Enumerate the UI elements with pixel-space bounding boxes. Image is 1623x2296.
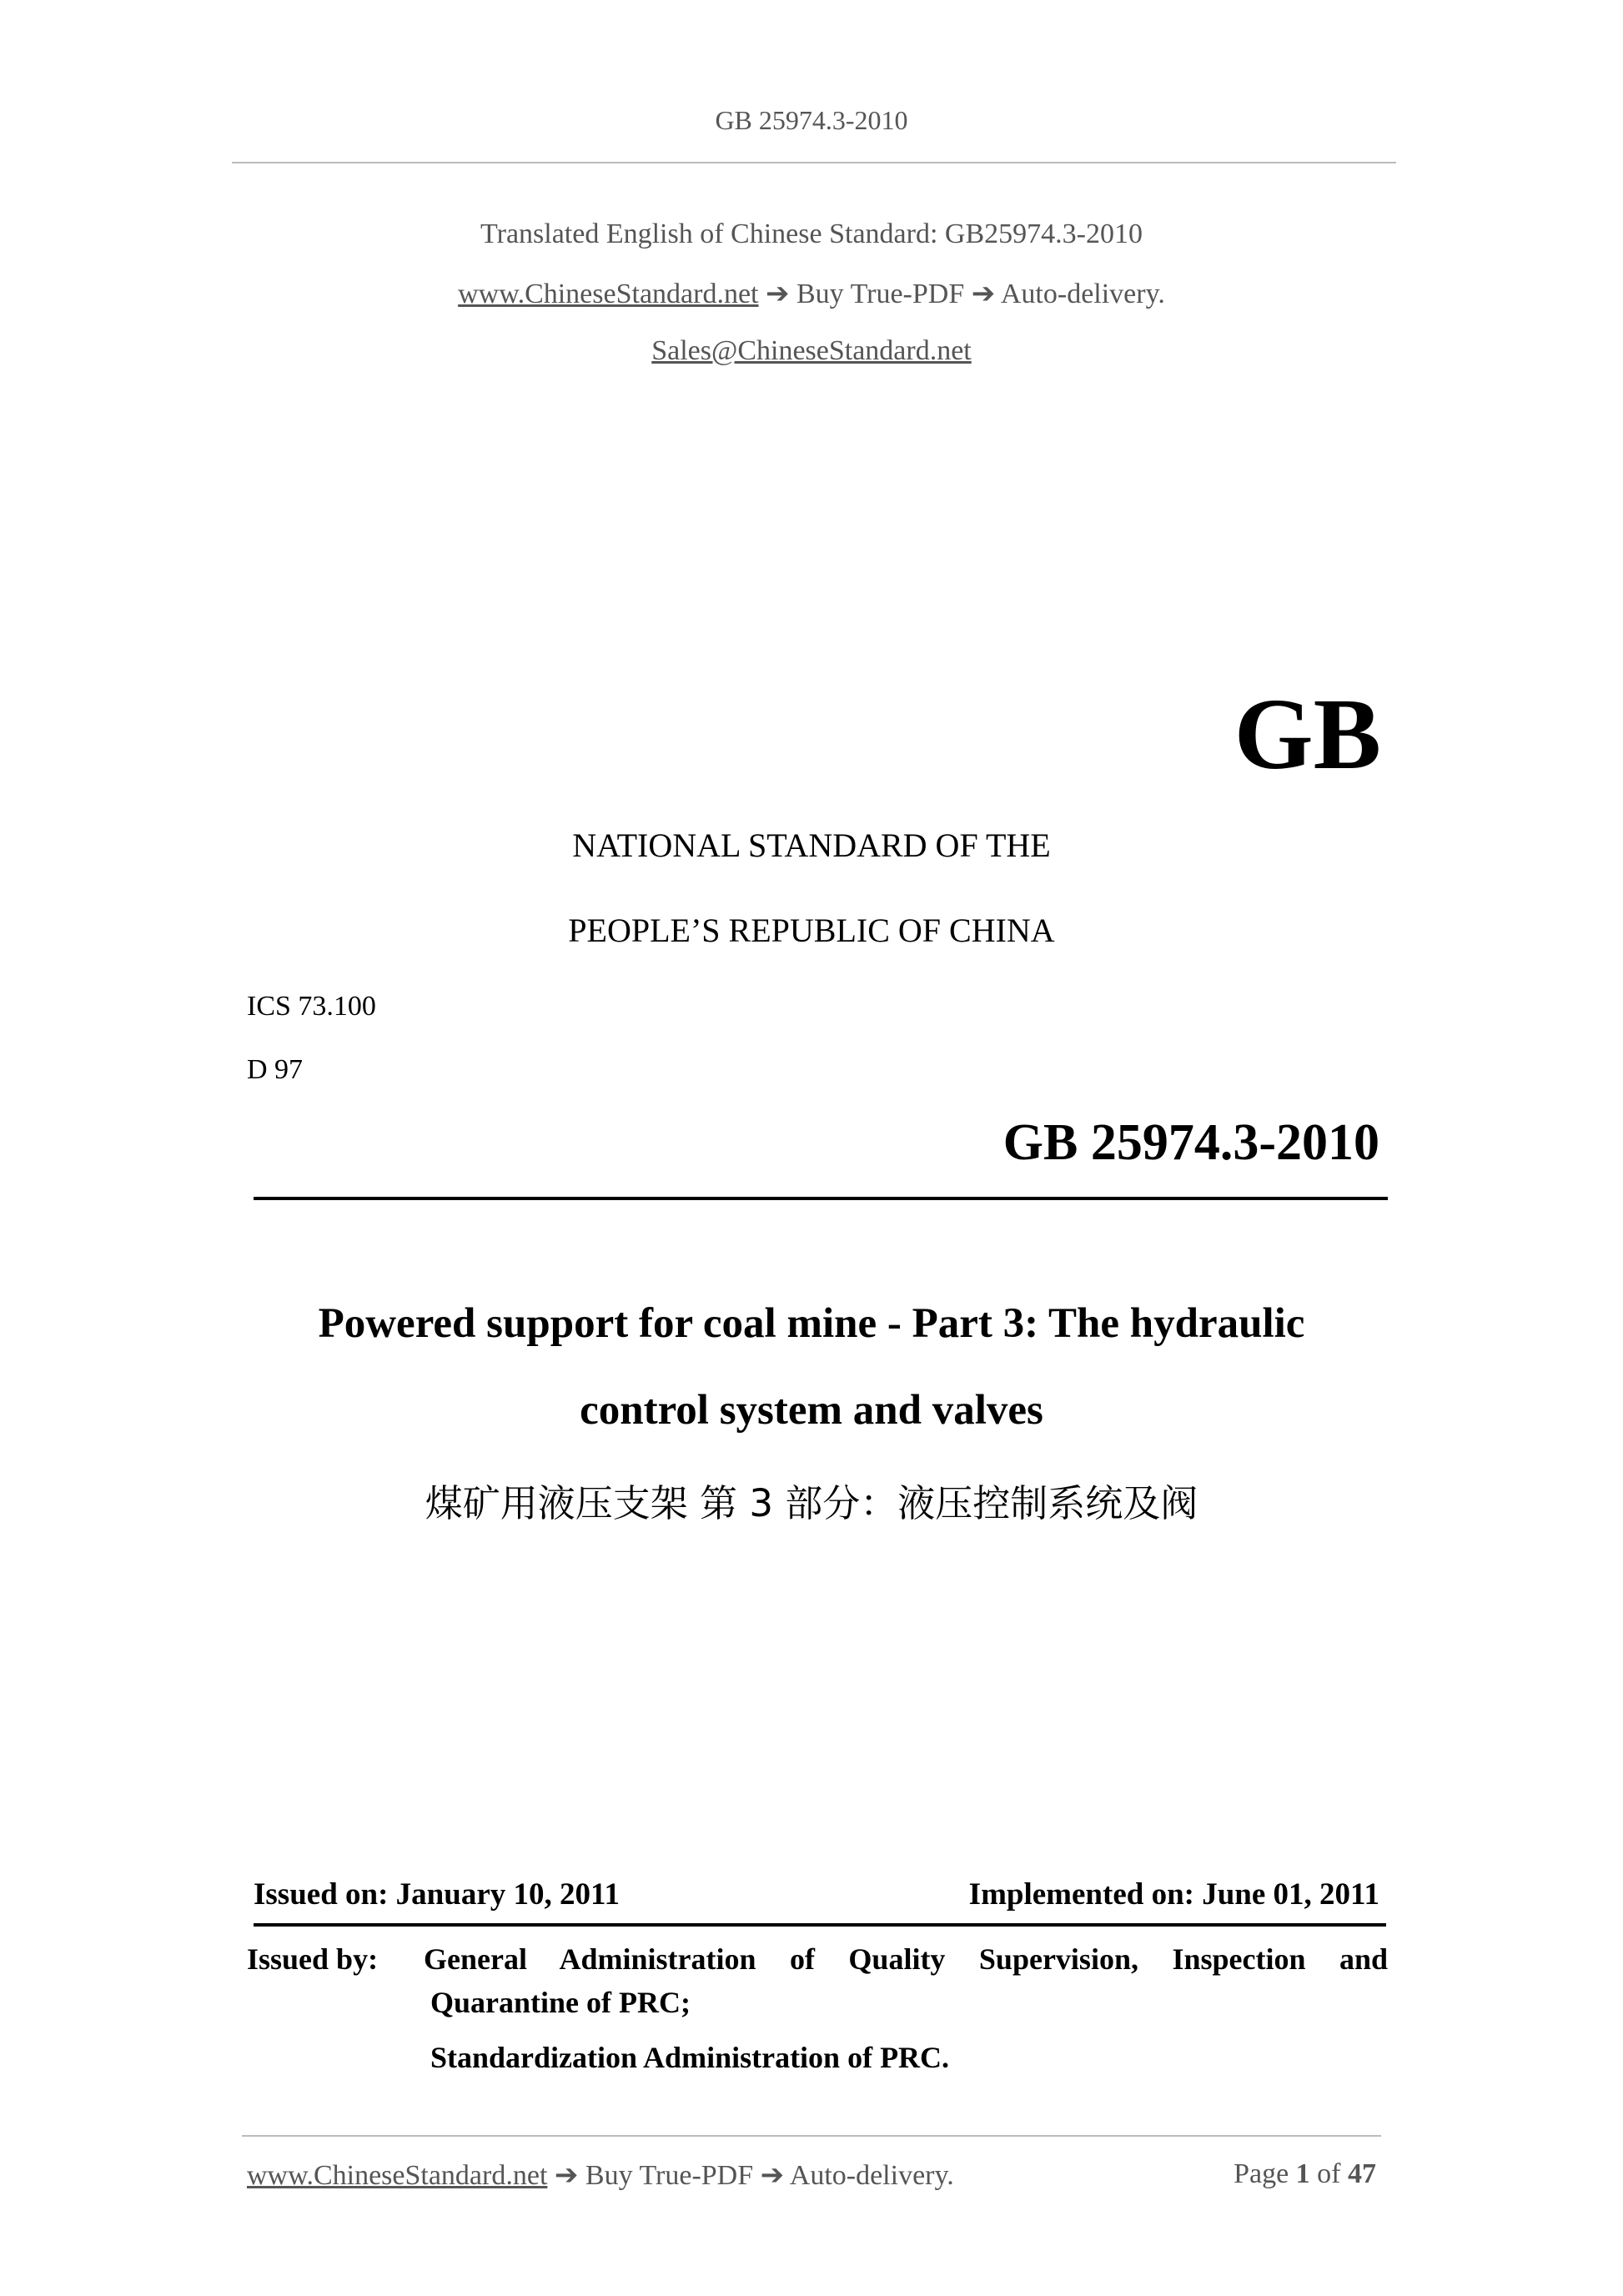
arrow-right-icon: ➔	[760, 2160, 785, 2191]
gb-mark: GB	[1234, 678, 1381, 791]
page-indicator	[1234, 2158, 1376, 2190]
issued-on-date: Issued on: January 10, 2011	[254, 1877, 620, 1912]
arrow-right-icon: ➔	[971, 279, 996, 309]
page-of-label: of	[1317, 2158, 1341, 2189]
header-divider	[232, 162, 1396, 163]
auto-delivery-text: Auto-delivery.	[789, 2160, 954, 2191]
sales-email-link[interactable]: Sales@ChineseStandard.net	[651, 335, 972, 366]
arrow-right-icon: ➔	[554, 2160, 579, 2191]
auto-delivery-text: Auto-delivery.	[1000, 279, 1165, 309]
ics-code: ICS 73.100	[247, 991, 376, 1022]
title-cn: 煤矿用液压支架 第 3 部分：液压控制系统及阀	[425, 1481, 1198, 1525]
issuer-1-line2: Quarantine of PRC;	[430, 1986, 691, 2019]
page-label: Page	[1234, 2158, 1289, 2189]
footer-site-link[interactable]: www.ChineseStandard.net	[247, 2160, 548, 2191]
standard-number: GB 25974.3-2010	[1002, 1114, 1379, 1171]
running-header: GB 25974.3-2010	[715, 105, 908, 135]
issued-by-label: Issued by:	[247, 1942, 379, 1976]
title-en-line1: Powered support for coal mine - Part 3: The hydraulic	[318, 1300, 1305, 1347]
ccs-code: D 97	[247, 1054, 304, 1085]
footer-buy-line	[247, 2158, 954, 2192]
title-en-line2: control system and valves	[580, 1387, 1043, 1434]
site-link[interactable]: www.ChineseStandard.net	[458, 279, 759, 309]
page-current: 1	[1295, 2158, 1310, 2189]
footer-divider	[242, 2135, 1381, 2137]
dates-rule	[254, 1923, 1386, 1927]
promo-email-line	[0, 335, 1623, 367]
buy-true-pdf-text: Buy True-PDF	[796, 279, 965, 309]
implemented-on-date: Implemented on: June 01, 2011	[968, 1877, 1379, 1912]
arrow-right-icon: ➔	[766, 279, 790, 309]
buy-true-pdf-text: Buy True-PDF	[585, 2160, 754, 2191]
standard-number-rule	[254, 1197, 1388, 1200]
national-standard-line2: PEOPLE’S REPUBLIC OF CHINA	[568, 912, 1055, 949]
page-total: 47	[1348, 2158, 1376, 2189]
national-standard-line1: NATIONAL STANDARD OF THE	[572, 826, 1051, 864]
issuer-1-line1: General Administration of Quality Supervision, Inspection and	[424, 1942, 1388, 1976]
promo-line: Translated English of Chinese Standard: GB25974.3-2010	[480, 219, 1143, 249]
issuer-2: Standardization Administration of PRC.	[430, 2041, 950, 2074]
promo-buy-line	[0, 277, 1623, 310]
